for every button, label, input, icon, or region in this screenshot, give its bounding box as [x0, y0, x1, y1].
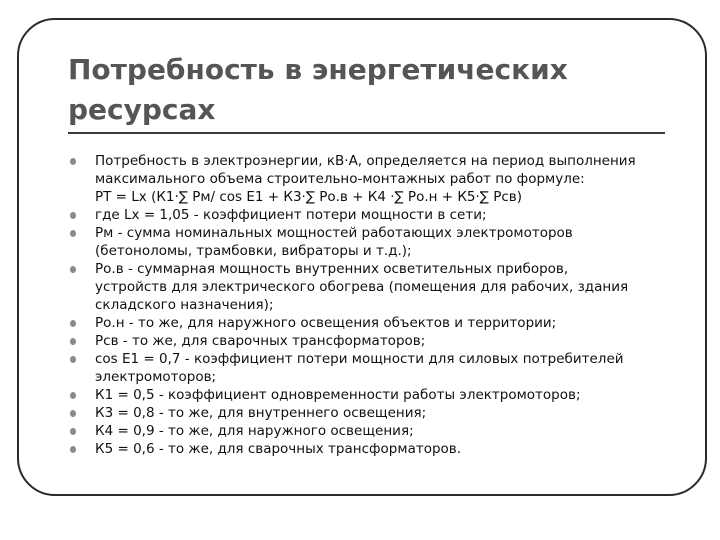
list-item-text: где Lх = 1,05 - коэффициент потери мощности в сети; [95, 207, 487, 223]
bullet-icon [70, 446, 76, 453]
list-item [68, 350, 668, 386]
title-line: Потребность в энергетических [68, 53, 568, 86]
title-line: ресурсах [68, 93, 216, 126]
list-item-text: электромоторов; [95, 369, 217, 385]
list-item-text: устройств для электрического обогрева (помещения для рабочих, здания [95, 279, 629, 295]
bullet-icon [70, 410, 76, 417]
bullet-icon [70, 230, 76, 237]
title-divider [68, 132, 665, 134]
list-item [68, 386, 668, 404]
slide-title [68, 50, 668, 130]
list-item-text: Рм - сумма номинальных мощностей работающих электромоторов [95, 225, 573, 241]
bullet-icon [70, 320, 76, 327]
bullet-icon [70, 428, 76, 435]
list-item-text: Ро.в - суммарная мощность внутренних осветительных приборов, [95, 261, 569, 277]
list-item-text: РТ = Lх (К1·∑ Рм/ cos Е1 + К3·∑ Ро.в + К4 ·∑ Ро.н + К5·∑ Рсв) [95, 189, 522, 205]
bullet-icon [70, 356, 76, 363]
list-item [68, 152, 668, 206]
list-item-text: Потребность в электроэнергии, кВ·А, определяется на период выполнения [95, 153, 636, 169]
list-item-text: максимального объема строительно-монтажных работ по формуле: [95, 171, 585, 187]
bullet-icon [70, 212, 76, 219]
bullet-icon [70, 158, 76, 165]
list-item-text: К5 = 0,6 - то же, для сварочных трансформаторов. [95, 441, 462, 457]
list-item-text: Ро.н - то же, для наружного освещения объектов и территории; [95, 315, 557, 331]
list-item-text: К3 = 0,8 - то же, для внутреннего освещения; [95, 405, 427, 421]
list-item [68, 224, 668, 260]
list-item [68, 440, 668, 458]
list-item-text: складского назначения); [95, 297, 274, 313]
list-item-text: (бетоноломы, трамбовки, вибраторы и т.д.); [95, 243, 412, 259]
bullet-icon [70, 392, 76, 399]
bullet-icon [70, 266, 76, 273]
list-item [68, 422, 668, 440]
list-item-text: К1 = 0,5 - коэффициент одновременности работы электромоторов; [95, 387, 581, 403]
bullet-icon [70, 338, 76, 345]
list-item [68, 206, 668, 224]
list-item [68, 314, 668, 332]
list-item [68, 332, 668, 350]
list-item-text: cos Е1 = 0,7 - коэффициент потери мощности для силовых потребителей [95, 351, 624, 367]
list-item-text: К4 = 0,9 - то же, для наружного освещения; [95, 423, 414, 439]
list-item [68, 260, 668, 314]
bullet-list [68, 152, 668, 458]
list-item-text: Рсв - то же, для сварочных трансформаторов; [95, 333, 426, 349]
list-item [68, 404, 668, 422]
